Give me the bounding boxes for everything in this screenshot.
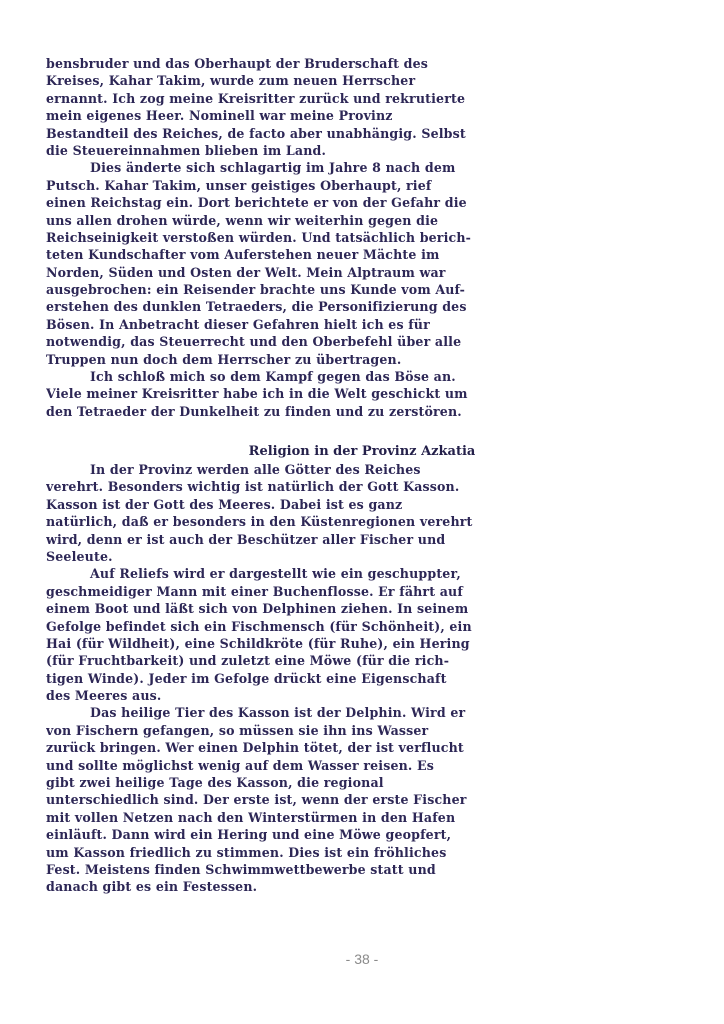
text-line: bensbruder und das Oberhaupt der Bruderschaft des (46, 56, 429, 71)
text-line: Kasson ist der Gott des Meeres. Dabei ist es ganz (46, 496, 403, 512)
page-number: - 38 - (345, 951, 379, 967)
text-line: notwendig, das Steuerrecht und den Oberbefehl über alle (46, 334, 462, 350)
text-line: verehrt. Besonders wichtig ist natürlich der Gott Kasson. (46, 479, 460, 495)
text-line: wird, denn er ist auch der Beschützer aller Fischer und (46, 531, 446, 547)
text-line: Putsch. Kahar Takim, unser geistiges Oberhaupt, rief (46, 177, 432, 193)
text-line: uns allen drohen würde, wenn wir weiterhin gegen die (46, 212, 439, 228)
paragraph-top (46, 55, 672, 420)
text-line: von Fischern gefangen, so müssen sie ihn ins Wasser (46, 722, 429, 738)
text-line: einläuft. Dann wird ein Hering und eine Möwe geopfert, (46, 827, 452, 843)
text-line: Gefolge befindet sich ein Fischmensch (für Schönheit), ein (46, 618, 472, 634)
text-line: danach gibt es ein Festessen. (46, 879, 258, 895)
text-line: Bestandteil des Reiches, de facto aber unabhängig. Selbst (46, 125, 466, 141)
text-line: teten Kundschafter vom Auferstehen neuer Mächte im (46, 247, 440, 263)
text-line: Auf Reliefs wird er dargestellt wie ein geschuppter, (90, 566, 461, 582)
text-line: Bösen. In Anbetracht dieser Gefahren hielt ich es für (46, 316, 430, 332)
text-line: (für Fruchtbarkeit) und zuletzt eine Möwe (für die rich- (46, 653, 450, 669)
text-line: und sollte möglichst wenig auf dem Wasser reisen. Es (46, 757, 434, 773)
text-line: gibt zwei heilige Tage des Kasson, die regional (46, 775, 384, 791)
text-line: Norden, Süden und Osten der Welt. Mein Alptraum war (46, 264, 446, 280)
text-line: Fest. Meistens finden Schwimmwettbewerbe statt und (46, 861, 436, 877)
text-line: Viele meiner Kreisritter habe ich in die Welt geschickt um (46, 386, 468, 402)
text-line: unterschiedlich sind. Der erste ist, wenn der erste Fischer (46, 792, 467, 808)
text-line: des Meeres aus. (46, 688, 162, 704)
text-line: um Kasson friedlich zu stimmen. Dies ist ein fröhliches (46, 844, 447, 860)
text-line: die Steuereinnahmen blieben im Land. (46, 142, 327, 158)
text-line: einem Boot und läßt sich von Delphinen ziehen. In seinem (46, 601, 469, 617)
text-line: einen Reichstag ein. Dort berichtete er von der Gefahr die (46, 195, 467, 211)
text-line: ausgebrochen: ein Reisender brachte uns Kunde vom Auf- (46, 282, 466, 298)
text-line: den Tetraeder der Dunkelheit zu finden und zu zerstören. (46, 403, 462, 419)
text-line: erstehen des dunklen Tetraeders, die Personifizierung des (46, 299, 467, 315)
paragraph-bottom (46, 461, 672, 896)
text-line: Hai (für Wildheit), eine Schildkröte (für Ruhe), ein Hering (46, 635, 470, 651)
text-line: Kreises, Kahar Takim, wurde zum neuen Herrscher (46, 73, 416, 89)
text-line: natürlich, daß er besonders in den Küstenregionen verehrt (46, 514, 473, 530)
section-heading: Religion in der Provinz Azkatia (248, 444, 476, 459)
text-line: Seeleute. (46, 548, 113, 564)
text-line: mit vollen Netzen nach den Winterstürmen in den Hafen (46, 809, 456, 825)
text-line: geschmeidiger Mann mit einer Buchenflosse. Er fährt auf (46, 583, 463, 599)
text-line: tigen Winde). Jeder im Gefolge drückt eine Eigenschaft (46, 670, 447, 686)
text-line: mein eigenes Heer. Nominell war meine Provinz (46, 108, 393, 124)
text-line: Reichseinigkeit verstoßen würden. Und tatsächlich berich- (46, 229, 472, 245)
text-line: Ich schloß mich so dem Kampf gegen das Böse an. (90, 369, 456, 385)
text-line: Das heilige Tier des Kasson ist der Delphin. Wird er (90, 705, 466, 721)
text-line: Truppen nun doch dem Herrscher zu übertragen. (46, 351, 402, 367)
text-line: zurück bringen. Wer einen Delphin tötet, der ist verflucht (46, 740, 464, 756)
text-line: ernannt. Ich zog meine Kreisritter zurück und rekrutierte (46, 90, 466, 106)
text-line: In der Provinz werden alle Götter des Reiches (90, 462, 421, 477)
text-line: Dies änderte sich schlagartig im Jahre 8 nach dem (90, 160, 456, 176)
